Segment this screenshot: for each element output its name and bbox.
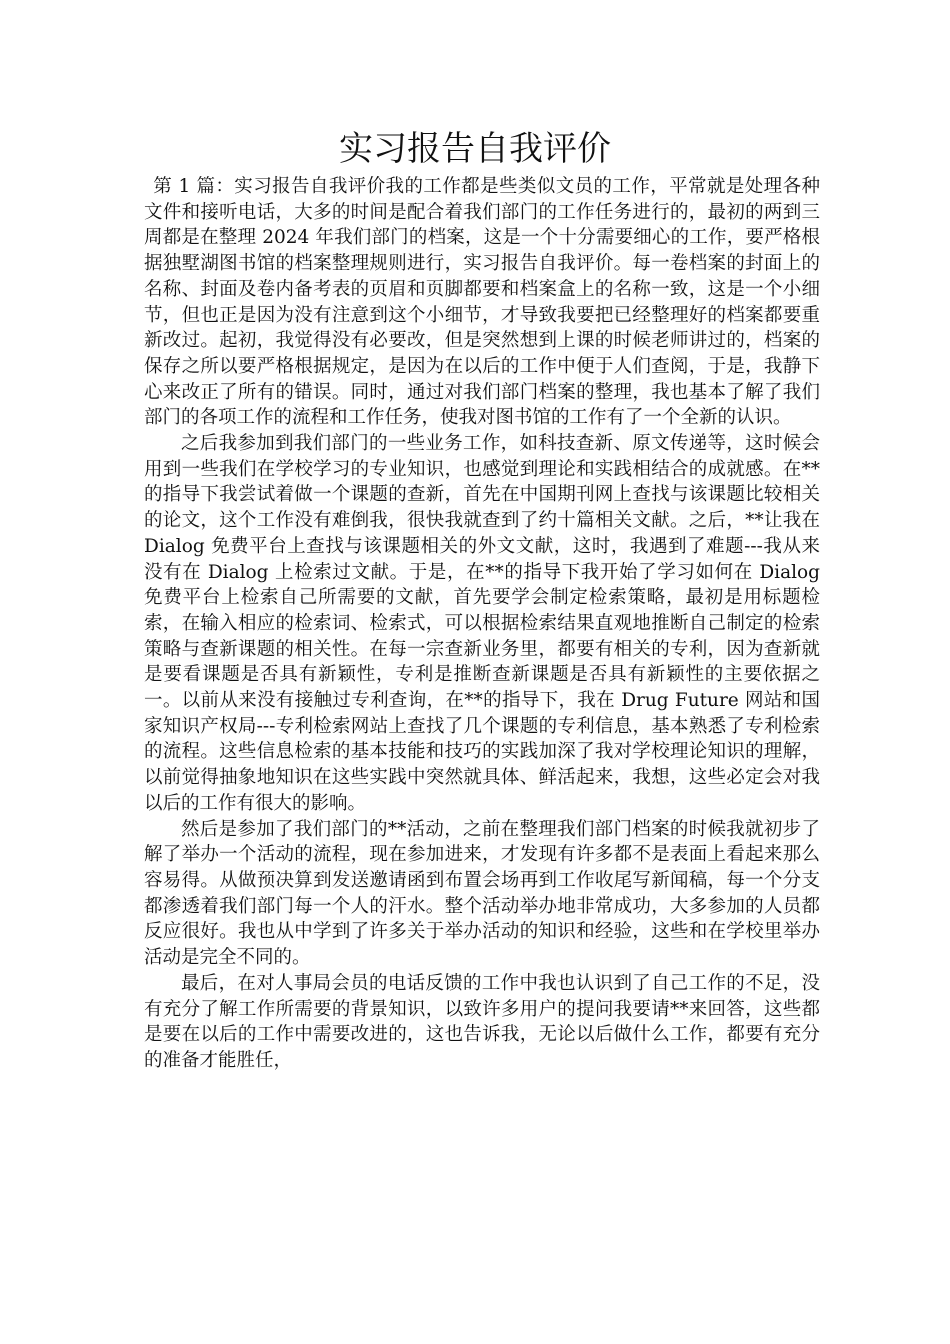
paragraph-2: 之后我参加到我们部门的一些业务工作，如科技查新、原文传递等，这时候会用到一些我们在学校学习的专业知识，也感觉到理论和实践相结合的成就感。在**的指导下我尝试着做一个课题的查新，首先在中国期刊网上查找与该课题比较相关的论文，这个工作没有难倒我，很快我就查到了约十篇相关文献。之后，**让我在 Dialog 免费平台上查找与该课题相关的外文文献，这时，我遇到了难题---我从来没有在 Dialog 上检索过文献。于是，在**的指导下我开始了学习如何在 Dialog 免费平台上检索自己所需要的文献，首先要学会制定检索策略，最初是用标题检索，在输入相应的检索词、检索式，可以根据检索结果直观地推断自己制定的检索策略与查新课题的相关性。在每一宗查新业务里，都要有相关的专利，因为查新就是要看课题是否具有新颖性，专利是推断查新课题是否具有新颖性的主要依据之一。以前从来没有接触过专利查询，在**的指导下，我在 Drug Future 网站和国家知识产权局---专利检索网站上查找了几个课题的专利信息，基本熟悉了专利检索的流程。这些信息检索的基本技能和技巧的实践加深了我对学校理论知识的理解，以前觉得抽象地知识在这些实践中突然就具体、鲜活起来，我想，这些必定会对我以后的工作有很大的影响。 [144, 433, 820, 814]
paragraph-3: 然后是参加了我们部门的**活动，之前在整理我们部门档案的时候我就初步了解了举办一个活动的流程，现在参加进来，才发现有许多都不是表面上看起来那么容易得。从做预决算到发送邀请函到布置会场再到工作收尾写新闻稿，每一个分支都渗透着我们部门每一个人的汗水。整个活动举办地非常成功，大多参加的人员都反应很好。我也从中学到了许多关于举办活动的知识和经验，这些和在学校里举办活动是完全不同的。 [144, 818, 820, 969]
paragraph-1: 第 1 篇：实习报告自我评价我的工作都是些类似文员的工作，平常就是处理各种文件和接听电话，大多的时间是配合着我们部门的工作任务进行的，最初的两到三周都是在整理 2024 年我们部门的档案，这是一个十分需要细心的工作，要严格根据独墅湖图书馆的档案整理规则进行，实习报告自我评价。每一卷档案的封面上的名称、封面及卷内备考表的页眉和页脚都要和档案盒上的名称一致，这是一个小细节，但也正是因为没有注意到这个小细节，才导致我要把已经整理好的档案都要重新改过。起初，我觉得没有必要改，但是突然想到上课的时候老师讲过的，档案的保存之所以要严格根据规定，是因为在以后的工作中便于人们查阅，于是，我静下心来改正了所有的错误。同时，通过对我们部门档案的整理，我也基本了解了我们部门的各项工作的流程和工作任务，使我对图书馆的工作有了一个全新的认识。 [144, 176, 820, 429]
document-title: 实习报告自我评价 [339, 129, 611, 169]
paragraph-4: 最后，在对人事局会员的电话反馈的工作中我也认识到了自己工作的不足，没有充分了解工作所需要的背景知识，以致许多用户的提问我要请**来回答，这些都是要在以后的工作中需要改进的，这也告诉我，无论以后做什么工作，都要有充分的准备才能胜任， [144, 972, 820, 1071]
document-body [144, 174, 820, 1074]
